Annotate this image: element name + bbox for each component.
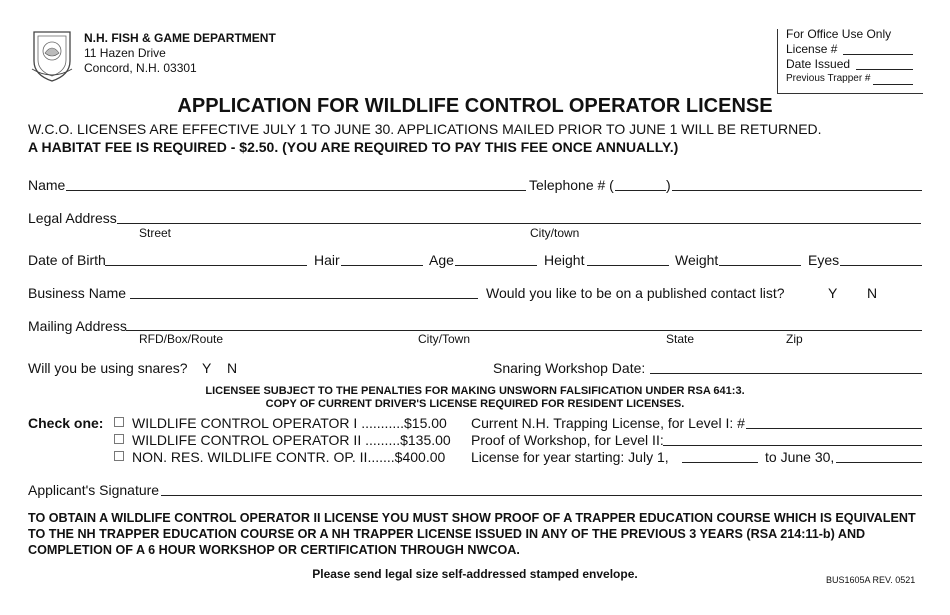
telephone-close-paren: ) bbox=[666, 177, 671, 193]
telephone-number-field[interactable] bbox=[672, 190, 922, 191]
form-code: BUS1605A REV. 0521 bbox=[826, 575, 916, 585]
trapper-education-note: TO OBTAIN A WILDLIFE CONTROL OPERATOR II LICENSE YOU MUST SHOW PROOF OF A TRAPPER EDUCATION COURSE WHICH IS EQUIVALENT TO THE NH TRAPPER EDUCATION COURSE OR A NH TRAPPER LICENSE ISSUED IN ANY OF THE PREVIOUS 3 YEARS (RSA 214:11-b) AND COMPLETION OF A 6 HOUR WORKSHOP OR CERTIFICATION THROUGH NWCOA. bbox=[28, 511, 916, 557]
eyes-label: Eyes bbox=[808, 252, 840, 268]
zip-caption: Zip bbox=[786, 332, 803, 346]
habitat-fee-notice: A HABITAT FEE IS REQUIRED - $2.50. (YOU ARE REQUIRED TO PAY THIS FEE ONCE ANNUALLY.) bbox=[28, 139, 679, 155]
signature-field[interactable] bbox=[161, 495, 922, 496]
office-date-issued-line[interactable] bbox=[856, 69, 913, 70]
proof-workshop-field[interactable] bbox=[663, 445, 922, 446]
office-license-label: License # bbox=[786, 42, 838, 56]
weight-field[interactable] bbox=[719, 265, 801, 266]
state-caption: State bbox=[666, 332, 695, 346]
name-field[interactable] bbox=[66, 190, 526, 191]
hair-field[interactable] bbox=[341, 265, 423, 266]
penalty-notice-line2: COPY OF CURRENT DRIVER'S LICENSE REQUIRED FOR RESIDENT LICENSES. bbox=[265, 398, 685, 410]
dob-label: Date of Birth bbox=[28, 252, 106, 268]
signature-label: Applicant's Signature bbox=[28, 482, 160, 498]
age-label: Age bbox=[429, 252, 454, 268]
hair-label: Hair bbox=[314, 252, 340, 268]
effective-notice: W.C.O. LICENSES ARE EFFECTIVE JULY 1 TO JUNE 30. APPLICATIONS MAILED PRIOR TO JUNE 1 WILL BE RETURNED. bbox=[28, 121, 822, 137]
snaring-workshop-label: Snaring Workshop Date: bbox=[493, 360, 646, 376]
option-nonres-wco-2-label: NON. RES. WILDLIFE CONTR. OP. II.......$400.00 bbox=[132, 449, 446, 465]
dob-field[interactable] bbox=[105, 265, 307, 266]
envelope-note: Please send legal size self-addressed stamped envelope. bbox=[312, 567, 638, 581]
license-end-year-field[interactable] bbox=[836, 462, 922, 463]
height-label: Height bbox=[544, 252, 585, 268]
telephone-label: Telephone # ( bbox=[529, 177, 614, 193]
business-name-field[interactable] bbox=[130, 298, 478, 299]
contact-list-yes[interactable]: Y bbox=[828, 285, 838, 301]
legal-address-field[interactable] bbox=[117, 223, 921, 224]
office-date-issued-label: Date Issued bbox=[786, 57, 851, 71]
office-use-title: For Office Use Only bbox=[786, 27, 892, 41]
form-title: APPLICATION FOR WILDLIFE CONTROL OPERATOR LICENSE bbox=[177, 95, 773, 117]
checkbox-nonres-wco-2[interactable] bbox=[114, 451, 124, 461]
check-one-label: Check one: bbox=[28, 415, 104, 431]
option-wco-1[interactable] bbox=[114, 415, 447, 431]
to-june-label: to June 30, bbox=[765, 449, 835, 465]
name-label: Name bbox=[28, 177, 66, 193]
trapping-license-field[interactable] bbox=[746, 428, 922, 429]
snaring-workshop-field[interactable] bbox=[650, 373, 922, 374]
office-previous-trapper-line[interactable] bbox=[873, 84, 913, 85]
rfd-caption: RFD/Box/Route bbox=[139, 332, 224, 346]
office-license-line[interactable] bbox=[843, 54, 913, 55]
checkbox-wco-1[interactable] bbox=[114, 417, 124, 427]
option-wco-2[interactable] bbox=[114, 432, 451, 448]
proof-workshop-label: Proof of Workshop, for Level II: bbox=[471, 432, 664, 448]
age-field[interactable] bbox=[455, 265, 537, 266]
option-nonres-wco-2[interactable] bbox=[114, 449, 445, 465]
option-wco-1-label: WILDLIFE CONTROL OPERATOR I ...........$15.00 bbox=[132, 415, 447, 431]
snares-question: Will you be using snares? bbox=[28, 360, 188, 376]
option-wco-2-label: WILDLIFE CONTROL OPERATOR II .........$135.00 bbox=[132, 432, 451, 448]
license-start-year-field[interactable] bbox=[682, 462, 758, 463]
height-field[interactable] bbox=[587, 265, 669, 266]
mailing-address-field[interactable] bbox=[126, 330, 922, 331]
city-town-caption-2: City/Town bbox=[418, 332, 471, 346]
city-town-caption: City/town bbox=[530, 226, 580, 240]
checkbox-wco-2[interactable] bbox=[114, 434, 124, 444]
penalty-notice-line1: LICENSEE SUBJECT TO THE PENALTIES FOR MAKING UNSWORN FALSIFICATION UNDER RSA 641:3. bbox=[205, 385, 745, 397]
department-address-line1: 11 Hazen Drive bbox=[84, 46, 166, 60]
snares-yes[interactable]: Y bbox=[202, 360, 212, 376]
snares-no[interactable]: N bbox=[227, 360, 238, 376]
mailing-address-label: Mailing Address bbox=[28, 318, 127, 334]
eyes-field[interactable] bbox=[840, 265, 922, 266]
weight-label: Weight bbox=[675, 252, 719, 268]
trapping-license-label: Current N.H. Trapping License, for Level I: # bbox=[471, 415, 745, 431]
office-previous-trapper-label: Previous Trapper # bbox=[786, 73, 871, 84]
telephone-area-code-field[interactable] bbox=[615, 190, 666, 191]
department-address-line2: Concord, N.H. 03301 bbox=[84, 61, 197, 75]
fish-game-seal-logo bbox=[30, 29, 74, 83]
contact-list-question: Would you like to be on a published contact list? bbox=[486, 285, 785, 301]
license-year-label: License for year starting: July 1, bbox=[471, 449, 669, 465]
department-name: N.H. FISH & GAME DEPARTMENT bbox=[84, 31, 276, 45]
legal-address-label: Legal Address bbox=[28, 210, 117, 226]
contact-list-no[interactable]: N bbox=[867, 285, 878, 301]
street-caption: Street bbox=[139, 226, 172, 240]
business-name-label: Business Name bbox=[28, 285, 127, 301]
